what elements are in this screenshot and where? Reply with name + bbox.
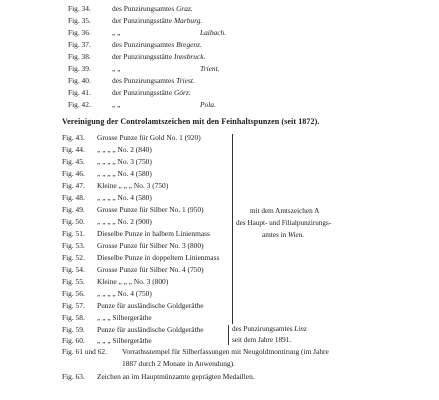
fig-text: „ „ „ „ No. 4 (580) (97, 193, 152, 202)
fig-text: Grosse Punze für Silber No. 3 (800) (97, 241, 204, 250)
fig-label: Fig. 43. (62, 133, 85, 142)
fig-text: der Punzirungsstätte Innsbruck. (112, 52, 206, 61)
fig-label: Fig. 63. (62, 372, 85, 381)
fig-text: Grosse Punze für Gold No. 1 (920) (97, 133, 201, 142)
fig-text: „ „ „ „ No. 2 (840) (97, 145, 152, 154)
fig-label: Fig. 35. (68, 16, 91, 25)
fig-text: Punze für ausländische Goldgeräthe (97, 325, 204, 334)
side-note-line: amtes in Wien. (262, 231, 305, 239)
fig-label: Fig. 52. (62, 253, 85, 262)
side-note-linz: des Punzirungsamtes Linz (232, 325, 307, 333)
fig-text: „ „ „ „ No. 3 (750) (97, 157, 152, 166)
fig-label: Fig. 55. (62, 277, 85, 286)
fig-text: Zeichen an im Hauptmünzamte geprägten Medaillen. (97, 372, 255, 381)
fig-text: Kleine „ „ „ No. 3 (800) (97, 277, 169, 286)
fig-label: Fig. 47. (62, 181, 85, 190)
fig-text: Dieselbe Punze in halbem Linienmass (97, 229, 210, 238)
fig-text: des Punzirungsamtes Bregenz. (112, 40, 202, 49)
fig-label: Fig. 36. (68, 28, 91, 37)
fig-label: Fig. 59. (62, 325, 85, 334)
fig-label: Fig. 50. (62, 217, 85, 226)
fig-text: „ „ Trient. (112, 64, 220, 73)
fig-text: „ „ „ „ No. 4 (580) (97, 169, 152, 178)
fig-text: „ „ „ „ No. 2 (900) (97, 217, 152, 226)
fig-text: Grosse Punze für Silber No. 4 (750) (97, 265, 204, 274)
fig-text: des Punzirungsamtes Graz. (112, 4, 193, 13)
brace-line (232, 134, 233, 324)
fig-label: Fig. 49. (62, 205, 85, 214)
fig-text: des Punzirungsamtes Triest. (112, 76, 195, 85)
fig-text: der Punzirungsstätte Görz. (112, 88, 191, 97)
side-note-year: seit dem Jahre 1891. (232, 336, 292, 344)
fig-text: „ „ Pola. (112, 100, 216, 109)
side-note-line: des Haupt- und Filialpunzirungs- (236, 219, 332, 227)
fig-label: Fig. 60. (62, 336, 85, 345)
fig-label: Fig. 57. (62, 301, 85, 310)
fig-label: Fig. 53. (62, 241, 85, 250)
fig-label: Fig. 44. (62, 145, 85, 154)
fig-label: Fig. 56. (62, 289, 85, 298)
fig-label: Fig. 51. (62, 229, 85, 238)
fig-text: „ „ „ „ No. 4 (750) (97, 289, 152, 298)
fig-label: Fig. 37. (68, 40, 91, 49)
section-heading: Vereinigung der Controlamtszeichen mit den Feinhaltspunzen (seit 1872). (62, 117, 320, 126)
fig-label: Fig. 48. (62, 193, 85, 202)
fig-label: Fig. 46. (62, 169, 85, 178)
fig-label: Fig. 42. (68, 100, 91, 109)
fig-label: Fig. 39. (68, 64, 91, 73)
fig-text: „ „ „ Silbergeräthe (97, 336, 152, 345)
fig-text: Grosse Punze für Silber No. 1 (950) (97, 205, 204, 214)
fig-label: Fig. 38. (68, 52, 91, 61)
fig-text: Vorrathsstempel für Silberfassungen mit Neugoldmontirung (im Jahre (122, 347, 329, 356)
fig-text: „ „ Laibach. (112, 28, 227, 37)
fig-label: Fig. 45. (62, 157, 85, 166)
fig-text: der Punzirungsstätte Marburg. (112, 16, 203, 25)
fig-text: Kleine „ „ „ No. 3 (750) (97, 181, 169, 190)
fig-label: Fig. 58. (62, 313, 85, 322)
fig-label: Fig. 40. (68, 76, 91, 85)
fig-text: 1887 durch 2 Monate in Anwendung). (122, 359, 235, 368)
fig-label: Fig. 61 und 62. (62, 347, 107, 356)
fig-text: Punze für ausländische Goldgeräthe (97, 301, 204, 310)
brace-line (228, 325, 229, 345)
fig-label: Fig. 34. (68, 4, 91, 13)
fig-label: Fig. 54. (62, 265, 85, 274)
fig-text: „ „ „ Silbergeräthe (97, 313, 152, 322)
fig-label: Fig. 41. (68, 88, 91, 97)
side-note-line: mit dem Amtszeichen A (250, 207, 320, 215)
fig-text: Dieselbe Punze in doppeltem Linienmass (97, 253, 220, 262)
